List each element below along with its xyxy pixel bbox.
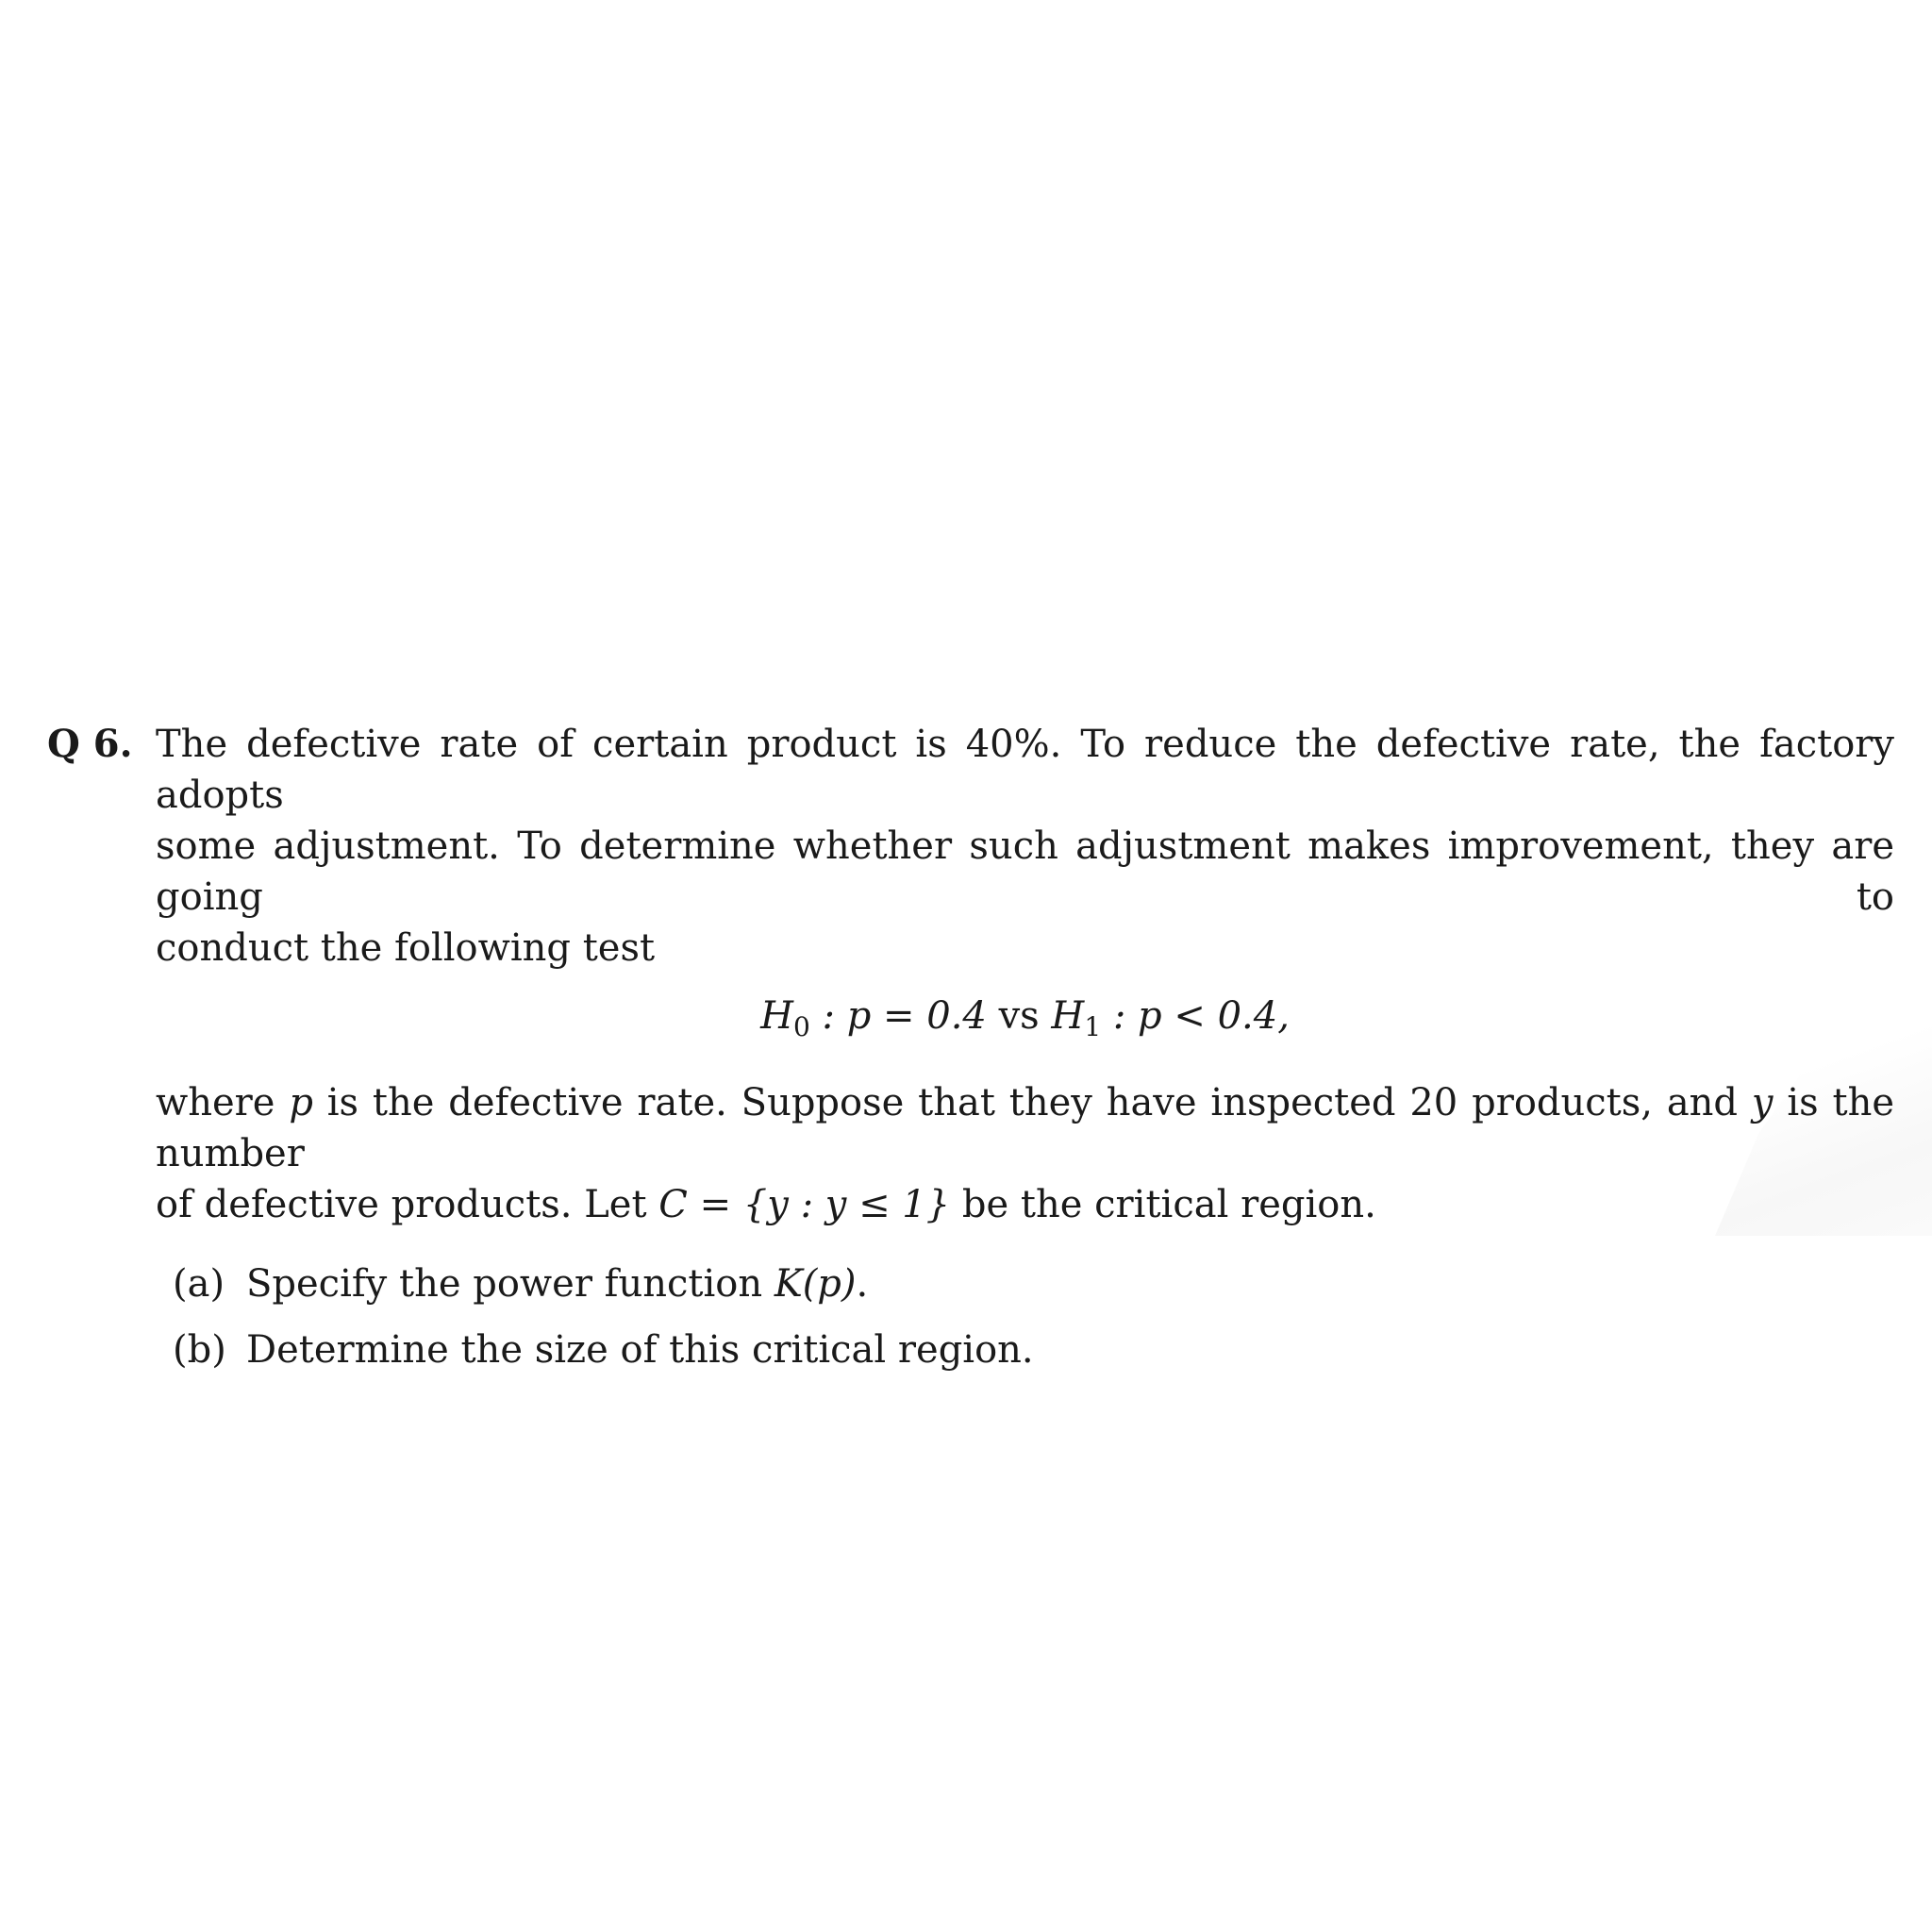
h0-statement: : p = 0.4 bbox=[822, 994, 987, 1038]
question-body bbox=[156, 1077, 1906, 1230]
part-a-text-pre: Specify the power function bbox=[246, 1262, 763, 1306]
h1-subscript: 1 bbox=[1084, 1011, 1102, 1042]
part-a-text bbox=[246, 1258, 868, 1309]
line4-mid: is the defective rate. Suppose that they have inspected 20 products, and bbox=[326, 1081, 1739, 1124]
var-y: y bbox=[1751, 1081, 1774, 1124]
line5-post: be the critical region. bbox=[961, 1183, 1376, 1226]
question-intro bbox=[156, 719, 1906, 974]
h1-statement: : p < 0.4, bbox=[1112, 994, 1290, 1038]
part-a-math: K(p) bbox=[774, 1262, 857, 1306]
question-block bbox=[47, 719, 1906, 1391]
var-p: p bbox=[289, 1081, 313, 1124]
h1-symbol: H bbox=[1051, 994, 1085, 1038]
question-number: Q 6. bbox=[47, 722, 133, 766]
line4-post: is the number bbox=[156, 1081, 1895, 1175]
part-b-text: Determine the size of this critical region. bbox=[246, 1328, 1034, 1372]
question-line-3: conduct the following test bbox=[156, 926, 656, 970]
question-line-4 bbox=[156, 1077, 1894, 1179]
h0-subscript: 0 bbox=[792, 1011, 810, 1042]
line5-pre: of defective products. Let bbox=[156, 1183, 647, 1226]
line4-pre: where bbox=[156, 1081, 275, 1124]
vs-word: vs bbox=[998, 994, 1040, 1038]
question-line-5 bbox=[156, 1179, 1906, 1230]
part-a-text-post: . bbox=[856, 1262, 869, 1306]
h0-symbol: H bbox=[760, 994, 793, 1038]
part-b bbox=[173, 1324, 1906, 1375]
var-c: C bbox=[658, 1183, 688, 1226]
part-a-label: (a) bbox=[173, 1262, 225, 1306]
hypothesis-display bbox=[47, 991, 1894, 1053]
part-a bbox=[173, 1258, 1906, 1309]
part-b-label: (b) bbox=[173, 1328, 226, 1372]
question-parts bbox=[173, 1258, 1906, 1375]
question-line-2: some adjustment. To determine whether such adjustment makes improvement, they are going to bbox=[156, 824, 1894, 919]
critical-set: = {y : y ≤ 1} bbox=[699, 1183, 951, 1226]
question-line-1: The defective rate of certain product is 40%. To reduce the defective rate, the factory adopts bbox=[156, 723, 1894, 817]
